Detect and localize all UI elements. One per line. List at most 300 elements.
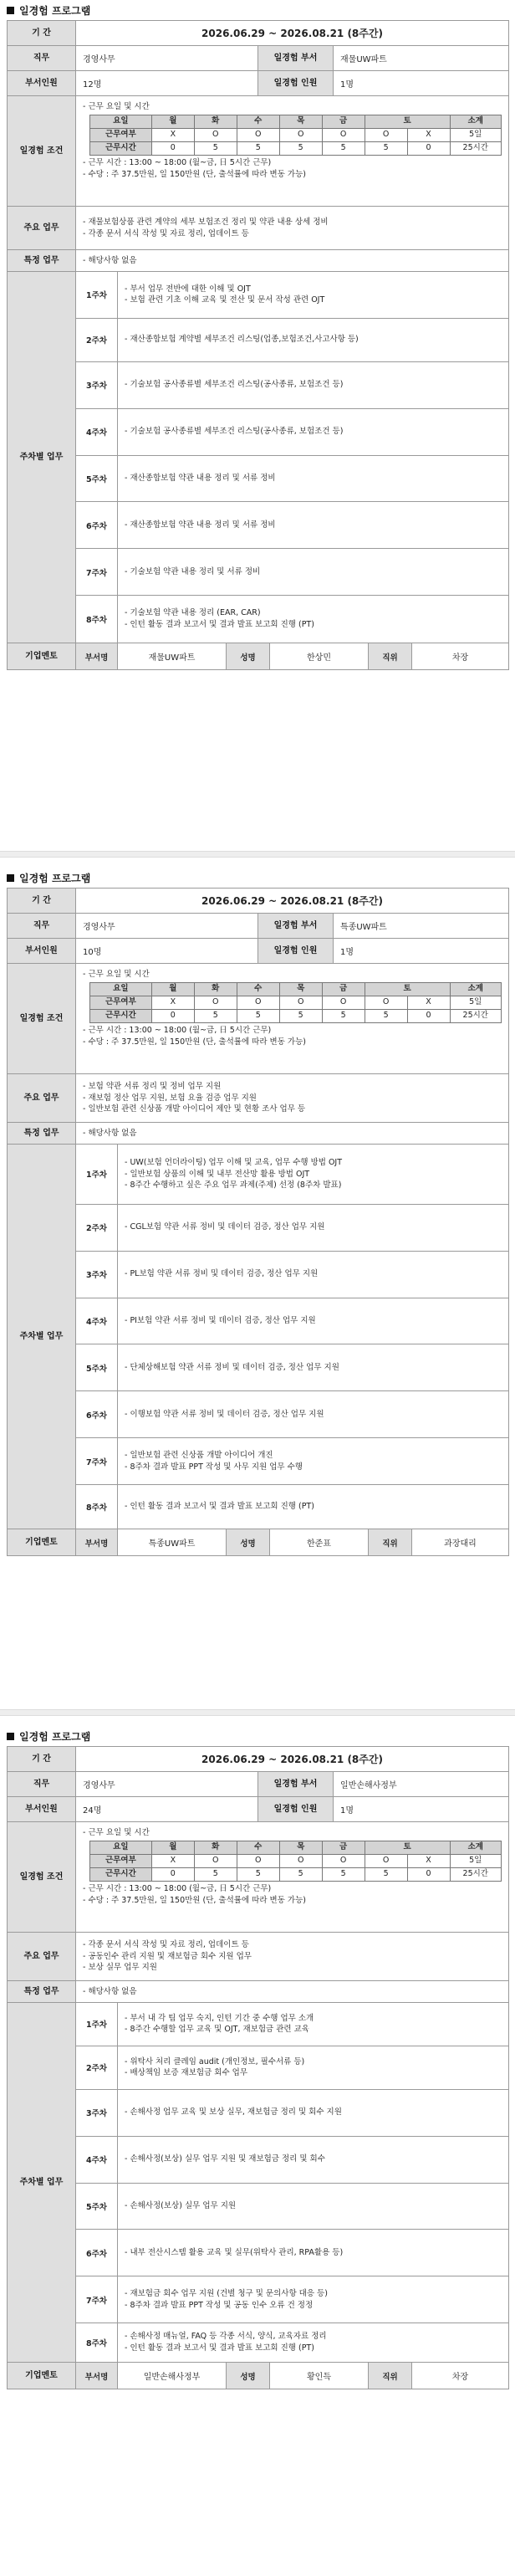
schedule-cell: 5일 — [450, 1854, 501, 1867]
headcount-value: 24명 — [76, 1797, 258, 1821]
week-row — [76, 2184, 508, 2230]
week-task-line: - 8주차 결과 발표 PPT 작성 및 사무 지원 업무 수행 — [125, 1462, 303, 1472]
weekly-duties-list — [76, 2003, 509, 2362]
schedule-cell: 화 — [194, 1841, 237, 1854]
conditions-header: - 근무 요일 및 시간 — [83, 970, 150, 979]
week-label: 4주차 — [76, 409, 118, 455]
schedule-cell: 금 — [322, 982, 365, 996]
schedule-header-row — [90, 982, 502, 996]
schedule-cell: 25시간 — [450, 1867, 501, 1881]
week-task-line: - 손해사정 업무 교육 및 보상 실무, 재보험금 정리 및 회수 지원 — [125, 2107, 342, 2118]
week-label: 8주차 — [76, 2323, 118, 2362]
week-row — [76, 272, 508, 319]
headcount-value: 12명 — [76, 71, 258, 95]
schedule-cell: 요일 — [90, 1841, 152, 1854]
week-task-line: - 부서 업무 전반에 대한 이해 및 OJT — [125, 284, 251, 294]
schedule-cell: O — [237, 128, 279, 141]
schedule-cell: 5 — [237, 1009, 279, 1022]
job-label: 직무 — [8, 46, 76, 70]
schedule-cell: 요일 — [90, 982, 152, 996]
schedule-cell: 근무여부 — [90, 128, 152, 141]
square-bullet-icon — [7, 1733, 14, 1740]
weekly-duties-label: 주차별 업무 — [8, 2003, 76, 2362]
schedule-cell: 수 — [237, 115, 279, 128]
headcount-row — [8, 1797, 509, 1822]
schedule-cell: 5일 — [450, 996, 501, 1009]
week-row — [76, 2090, 508, 2137]
week-label: 4주차 — [76, 2137, 118, 2183]
job-label: 직무 — [8, 914, 76, 938]
schedule-cell: 화 — [194, 982, 237, 996]
schedule-cell: 5 — [322, 1867, 365, 1881]
headcount-row — [8, 939, 509, 964]
week-tasks — [118, 2090, 508, 2136]
week-label: 1주차 — [76, 2003, 118, 2046]
main-duties-content — [76, 1074, 509, 1122]
schedule-cell: O — [237, 996, 279, 1009]
week-tasks — [118, 362, 508, 408]
week-tasks — [118, 2137, 508, 2183]
week-label: 3주차 — [76, 2090, 118, 2136]
week-label: 5주차 — [76, 1344, 118, 1390]
week-task-line: - PI보험 약관 서류 정비 및 데이터 검증, 정산 업무 지원 — [125, 1316, 316, 1326]
period-label: 기 간 — [8, 21, 76, 45]
week-task-line: - 재보험금 회수 업무 지원 (건별 청구 및 문의사항 대응 등) — [125, 2288, 328, 2298]
schedule-cell: 목 — [279, 115, 322, 128]
schedule-cell: 5 — [194, 1009, 237, 1022]
week-label: 2주차 — [76, 319, 118, 361]
conditions-content — [76, 964, 509, 1073]
program-table — [7, 20, 509, 670]
week-task-line: - CGL보험 약관 서류 정비 및 데이터 검증, 정산 업무 지원 — [125, 1222, 325, 1232]
schedule-cell: 근무여부 — [90, 1854, 152, 1867]
mentor-name-label: 성명 — [227, 2363, 270, 2389]
week-row — [76, 1298, 508, 1345]
period-value: 2026.06.29 ~ 2026.08.21 (8주간) — [76, 21, 509, 45]
week-label: 3주차 — [76, 1252, 118, 1298]
section-title — [7, 3, 90, 18]
mentor-name-value: 한준표 — [270, 1529, 369, 1555]
section-title — [7, 1729, 90, 1744]
main-duties-content — [76, 1933, 509, 1980]
special-duties-content — [76, 250, 509, 271]
week-label: 7주차 — [76, 549, 118, 595]
week-label: 7주차 — [76, 1438, 118, 1484]
week-tasks — [118, 272, 508, 318]
schedule-cell: O — [365, 128, 407, 141]
schedule-cell: 수 — [237, 982, 279, 996]
schedule-cell: 근무시간 — [90, 1009, 152, 1022]
special-duty-line: - 해당사항 없음 — [83, 1986, 137, 1996]
week-label: 2주차 — [76, 2046, 118, 2089]
schedule-hours-row — [90, 141, 502, 155]
schedule-cell: O — [322, 996, 365, 1009]
week-tasks — [118, 549, 508, 595]
schedule-work-row — [90, 128, 502, 141]
period-row — [8, 889, 509, 914]
week-task-line: - 일반보험 관련 신상품 개발 아이디어 개진 — [125, 1450, 273, 1460]
schedule-cell: 5일 — [450, 128, 501, 141]
week-row — [76, 1344, 508, 1391]
dept-value: 특종UW파트 — [334, 914, 509, 938]
week-task-line: - 손해사정 매뉴얼, FAQ 등 각종 서식, 양식, 교육자료 정리 — [125, 2332, 327, 2342]
special-duties-row — [8, 1981, 509, 2003]
trainees-value: 1명 — [334, 1797, 509, 1821]
square-bullet-icon — [7, 7, 14, 14]
week-row — [76, 2230, 508, 2276]
trainees-label: 일경험 인원 — [258, 1797, 334, 1821]
week-tasks — [118, 1298, 508, 1344]
week-tasks — [118, 1252, 508, 1298]
conditions-row — [8, 964, 509, 1074]
schedule-cell: 0 — [407, 1009, 450, 1022]
schedule-cell: 0 — [407, 141, 450, 155]
week-label: 5주차 — [76, 456, 118, 502]
schedule-cell: X — [151, 996, 194, 1009]
schedule-header-row — [90, 1841, 502, 1854]
mentor-name-label: 성명 — [227, 1529, 270, 1555]
week-label: 1주차 — [76, 1145, 118, 1204]
mentor-dept-label: 부서명 — [76, 2363, 118, 2389]
headcount-label: 부서인원 — [8, 939, 76, 963]
job-row — [8, 46, 509, 71]
week-row — [76, 549, 508, 596]
conditions-label: 일경험 조건 — [8, 964, 76, 1073]
mentor-rank-label: 직위 — [369, 643, 412, 669]
conditions-header: - 근무 요일 및 시간 — [83, 1828, 150, 1837]
week-task-line: - 기술보험 공사종류별 세부조건 리스팅(공사종류, 보험조건 등) — [125, 427, 344, 437]
period-value: 2026.06.29 ~ 2026.08.21 (8주간) — [76, 1747, 509, 1771]
schedule-cell: O — [322, 1854, 365, 1867]
week-task-line: - 8주간 수행할 업무 교육 및 OJT, 재보험금 관련 교육 — [125, 2025, 309, 2035]
main-duty-line: - 일반보험 관련 신상품 개발 아이디어 제안 및 현황 조사 업무 등 — [83, 1104, 306, 1114]
schedule-cell: 5 — [279, 1009, 322, 1022]
main-duty-line: - 재보험 정산 업무 지원, 보험 요율 검증 업무 지원 — [83, 1093, 257, 1103]
mentor-label: 기업멘토 — [8, 643, 76, 669]
mentor-rank-value: 차장 — [412, 2363, 509, 2389]
section-title-text: 일경험 프로그램 — [19, 5, 91, 17]
week-task-line: - 손해사정(보상) 실무 업무 지원 — [125, 2201, 237, 2211]
weekly-duties-row — [8, 272, 509, 643]
weekly-duties-list — [76, 272, 509, 643]
week-label: 2주차 — [76, 1205, 118, 1251]
program-table — [7, 1746, 509, 2389]
period-row — [8, 21, 509, 46]
section-title-text: 일경험 프로그램 — [19, 873, 91, 884]
schedule-cell: X — [151, 128, 194, 141]
week-label: 7주차 — [76, 2276, 118, 2322]
schedule-cell: O — [365, 1854, 407, 1867]
headcount-row — [8, 71, 509, 96]
schedule-cell: O — [279, 128, 322, 141]
conditions-label: 일경험 조건 — [8, 1822, 76, 1932]
week-tasks — [118, 2046, 508, 2089]
program-section — [0, 868, 515, 1714]
schedule-work-row — [90, 1854, 502, 1867]
week-tasks — [118, 319, 508, 361]
week-row — [76, 1252, 508, 1298]
dept-label: 일경험 부서 — [258, 914, 334, 938]
dept-label: 일경험 부서 — [258, 1772, 334, 1796]
week-task-line: - 기술보험 약관 내용 정리 (EAR, CAR) — [125, 608, 261, 618]
program-section — [0, 0, 515, 845]
week-task-line: - 인턴 활동 결과 보고서 및 결과 발표 보고회 진행 (PT) — [125, 1502, 314, 1512]
schedule-cell: 5 — [237, 141, 279, 155]
conditions-line: - 근무 시간 : 13:00 ~ 18:00 (월~금, 日 5시간 근무) — [83, 1883, 272, 1893]
week-task-line: - PL보험 약관 서류 정비 및 데이터 검증, 정산 업무 지원 — [125, 1269, 319, 1279]
week-label: 6주차 — [76, 1391, 118, 1437]
schedule-table — [89, 115, 502, 156]
schedule-cell: O — [237, 1854, 279, 1867]
schedule-cell: 5 — [279, 141, 322, 155]
weekly-duties-row — [8, 1145, 509, 1529]
schedule-cell: 25시간 — [450, 1009, 501, 1022]
special-duties-content — [76, 1981, 509, 2002]
schedule-cell: X — [407, 128, 450, 141]
schedule-cell: 금 — [322, 1841, 365, 1854]
schedule-hours-row — [90, 1009, 502, 1022]
week-task-line: - 8주차 결과 발표 PPT 작성 및 공동 인수 오류 건 정정 — [125, 2300, 314, 2310]
schedule-header-row — [90, 115, 502, 128]
conditions-line: - 근무 시간 : 13:00 ~ 18:00 (월~금, 日 5시간 근무) — [83, 1025, 272, 1035]
schedule-cell: 소계 — [450, 1841, 501, 1854]
week-tasks — [118, 409, 508, 455]
schedule-cell: 5 — [322, 141, 365, 155]
week-tasks — [118, 502, 508, 548]
schedule-cell: O — [194, 128, 237, 141]
weekly-duties-row — [8, 2003, 509, 2363]
main-duties-label: 주요 업무 — [8, 1933, 76, 1980]
main-duty-line: - 각종 문서 서식 작성 및 자료 정리, 업데이트 등 — [83, 228, 249, 238]
week-row — [76, 1391, 508, 1438]
schedule-cell: 5 — [279, 1867, 322, 1881]
schedule-cell: 5 — [237, 1867, 279, 1881]
schedule-cell: 토 — [365, 1841, 450, 1854]
schedule-table — [89, 982, 502, 1023]
main-duty-line: - 각종 문서 서식 작성 및 자료 정리, 업데이트 등 — [83, 1939, 249, 1949]
job-row — [8, 914, 509, 939]
week-row — [76, 2046, 508, 2090]
week-row — [76, 2137, 508, 2184]
section-title-text: 일경험 프로그램 — [19, 1731, 91, 1743]
period-row — [8, 1747, 509, 1772]
schedule-cell: 5 — [322, 1009, 365, 1022]
week-task-line: - 8주간 수행하고 싶은 주요 업무 과제(주제) 선정 (8주차 발표) — [125, 1180, 342, 1191]
schedule-cell: 월 — [151, 115, 194, 128]
special-duty-line: - 해당사항 없음 — [83, 1128, 137, 1138]
mentor-label: 기업멘토 — [8, 2363, 76, 2389]
conditions-row — [8, 1822, 509, 1933]
week-task-line: - 일반보험 상품의 이해 및 내부 전산망 활용 방법 OJT — [125, 1169, 310, 1179]
week-row — [76, 319, 508, 362]
job-label: 직무 — [8, 1772, 76, 1796]
main-duty-line: - 보험 약관 서류 정리 및 정비 업무 지원 — [83, 1081, 222, 1091]
weekly-duties-list — [76, 1145, 509, 1529]
job-row — [8, 1772, 509, 1797]
schedule-cell: 월 — [151, 1841, 194, 1854]
week-label: 6주차 — [76, 2230, 118, 2276]
week-row — [76, 596, 508, 643]
mentor-dept-value: 특종UW파트 — [118, 1529, 227, 1555]
schedule-hours-row — [90, 1867, 502, 1881]
schedule-cell: 토 — [365, 982, 450, 996]
schedule-cell: 근무여부 — [90, 996, 152, 1009]
square-bullet-icon — [7, 874, 14, 882]
dept-value: 재물UW파트 — [334, 46, 509, 70]
week-tasks — [118, 1438, 508, 1484]
week-row — [76, 456, 508, 503]
schedule-cell: 요일 — [90, 115, 152, 128]
conditions-line: - 수당 : 주 37.5만원, 일 150만원 (단, 출석률에 따라 변동 가능) — [83, 169, 306, 179]
program-table — [7, 888, 509, 1556]
schedule-cell: 토 — [365, 115, 450, 128]
week-row — [76, 1438, 508, 1485]
mentor-dept-label: 부서명 — [76, 643, 118, 669]
special-duties-label: 특정 업무 — [8, 1123, 76, 1144]
week-row — [76, 502, 508, 549]
week-task-line: - UW(보험 언더라이팅) 업무 이해 및 교육, 업무 수행 방법 OJT — [125, 1157, 343, 1167]
special-duties-label: 특정 업무 — [8, 1981, 76, 2002]
week-row — [76, 2276, 508, 2323]
schedule-cell: 수 — [237, 1841, 279, 1854]
mentor-name-label: 성명 — [227, 643, 270, 669]
conditions-row — [8, 96, 509, 207]
mentor-dept-value: 재물UW파트 — [118, 643, 227, 669]
period-label: 기 간 — [8, 889, 76, 913]
program-section — [0, 1726, 515, 2576]
week-task-line: - 기술보험 공사종류별 세부조건 리스팅(공사종류, 보험조건 등) — [125, 380, 344, 390]
schedule-cell: 5 — [365, 1867, 407, 1881]
week-task-line: - 재산종합보험 약관 내용 정리 및 서류 정비 — [125, 520, 276, 530]
trainees-value: 1명 — [334, 71, 509, 95]
week-label: 5주차 — [76, 2184, 118, 2230]
special-duties-content — [76, 1123, 509, 1144]
mentor-name-value: 한상민 — [270, 643, 369, 669]
conditions-line: - 근무 시간 : 13:00 ~ 18:00 (월~금, 日 5시간 근무) — [83, 157, 272, 167]
mentor-label: 기업멘토 — [8, 1529, 76, 1555]
headcount-label: 부서인원 — [8, 1797, 76, 1821]
job-value: 경영사무 — [76, 914, 258, 938]
schedule-cell: 5 — [194, 141, 237, 155]
week-tasks — [118, 456, 508, 502]
week-task-line: - 위탁사 처리 클레임 audit (개인정보, 필수서류 등) — [125, 2056, 305, 2066]
schedule-cell: 0 — [151, 1867, 194, 1881]
mentor-rank-value: 차장 — [412, 643, 509, 669]
week-tasks — [118, 1391, 508, 1437]
week-tasks — [118, 2323, 508, 2362]
mentor-name-value: 황인득 — [270, 2363, 369, 2389]
schedule-cell: X — [407, 1854, 450, 1867]
week-label: 1주차 — [76, 272, 118, 318]
week-task-line: - 보험 관련 기초 이해 교육 및 전산 및 문서 작성 관련 OJT — [125, 295, 325, 305]
schedule-cell: 25시간 — [450, 141, 501, 155]
dept-label: 일경험 부서 — [258, 46, 334, 70]
week-task-line: - 내부 전산시스템 활용 교육 및 실무(위탁사 관리, RPA활용 등) — [125, 2247, 344, 2257]
headcount-label: 부서인원 — [8, 71, 76, 95]
schedule-cell: 소계 — [450, 982, 501, 996]
schedule-cell: O — [322, 128, 365, 141]
main-duties-label: 주요 업무 — [8, 207, 76, 249]
schedule-cell: 근무시간 — [90, 141, 152, 155]
week-task-line: - 단체상해보험 약관 서류 정비 및 데이터 검증, 정산 업무 지원 — [125, 1363, 339, 1373]
schedule-cell: X — [151, 1854, 194, 1867]
week-row — [76, 1145, 508, 1205]
main-duties-row — [8, 1074, 509, 1123]
week-tasks — [118, 1485, 508, 1529]
week-row — [76, 1485, 508, 1529]
week-tasks — [118, 1205, 508, 1251]
conditions-header: - 근무 요일 및 시간 — [83, 102, 150, 111]
schedule-cell: 소계 — [450, 115, 501, 128]
main-duties-label: 주요 업무 — [8, 1074, 76, 1122]
job-value: 경영사무 — [76, 46, 258, 70]
week-row — [76, 409, 508, 456]
headcount-value: 10명 — [76, 939, 258, 963]
special-duties-label: 특정 업무 — [8, 250, 76, 271]
conditions-line: - 수당 : 주 37.5만원, 일 150만원 (단, 출석률에 따라 변동 가능) — [83, 1895, 306, 1905]
week-row — [76, 1205, 508, 1252]
week-task-line: - 기술보험 약관 내용 정리 및 서류 정비 — [125, 566, 261, 576]
main-duty-line: - 공동인수 관리 지원 및 재보험금 회수 지원 업무 — [83, 1951, 252, 1961]
dept-value: 일반손해사정부 — [334, 1772, 509, 1796]
week-task-line: - 재산종합보험 계약별 세부조건 리스팅(업종,보험조건,사고사항 등) — [125, 335, 359, 345]
section-title — [7, 871, 90, 885]
week-label: 8주차 — [76, 1485, 118, 1529]
week-task-line: - 부서 내 각 팀 업무 숙지, 인턴 기간 중 수행 업무 소개 — [125, 2013, 314, 2023]
week-label: 6주차 — [76, 502, 118, 548]
schedule-cell: 5 — [194, 1867, 237, 1881]
week-task-line: - 재산종합보험 약관 내용 정리 및 서류 정비 — [125, 474, 276, 484]
week-task-line: - 인턴 활동 결과 보고서 및 결과 발표 보고회 진행 (PT) — [125, 620, 314, 630]
schedule-cell: 화 — [194, 115, 237, 128]
mentor-dept-value: 일반손해사정부 — [118, 2363, 227, 2389]
schedule-cell: 0 — [151, 1009, 194, 1022]
conditions-content — [76, 96, 509, 206]
conditions-line: - 수당 : 주 37.5만원, 일 150만원 (단, 출석률에 따라 변동 가능) — [83, 1037, 306, 1047]
main-duties-content — [76, 207, 509, 249]
week-tasks — [118, 2184, 508, 2230]
week-tasks — [118, 2003, 508, 2046]
schedule-cell: 목 — [279, 1841, 322, 1854]
schedule-cell: 5 — [365, 1009, 407, 1022]
trainees-value: 1명 — [334, 939, 509, 963]
weekly-duties-label: 주차별 업무 — [8, 272, 76, 643]
period-label: 기 간 — [8, 1747, 76, 1771]
week-label: 8주차 — [76, 596, 118, 643]
period-value: 2026.06.29 ~ 2026.08.21 (8주간) — [76, 889, 509, 913]
main-duty-line: - 재물보험상품 관련 계약의 세부 보험조건 정리 및 약관 내용 상세 정비 — [83, 217, 329, 227]
schedule-cell: O — [194, 1854, 237, 1867]
section-separator — [0, 851, 515, 858]
week-row — [76, 362, 508, 409]
week-tasks — [118, 1145, 508, 1204]
mentor-row — [8, 643, 509, 670]
mentor-rank-value: 과장대리 — [412, 1529, 509, 1555]
schedule-cell: 근무시간 — [90, 1867, 152, 1881]
week-tasks — [118, 2230, 508, 2276]
week-tasks — [118, 2276, 508, 2322]
main-duty-line: - 보상 실무 업무 지원 — [83, 1963, 157, 1973]
main-duties-row — [8, 207, 509, 250]
special-duty-line: - 해당사항 없음 — [83, 255, 137, 265]
main-duties-row — [8, 1933, 509, 1981]
week-tasks — [118, 1344, 508, 1390]
mentor-row — [8, 1529, 509, 1556]
special-duties-row — [8, 1123, 509, 1145]
section-separator — [0, 1709, 515, 1716]
trainees-label: 일경험 인원 — [258, 939, 334, 963]
schedule-cell: 0 — [151, 141, 194, 155]
